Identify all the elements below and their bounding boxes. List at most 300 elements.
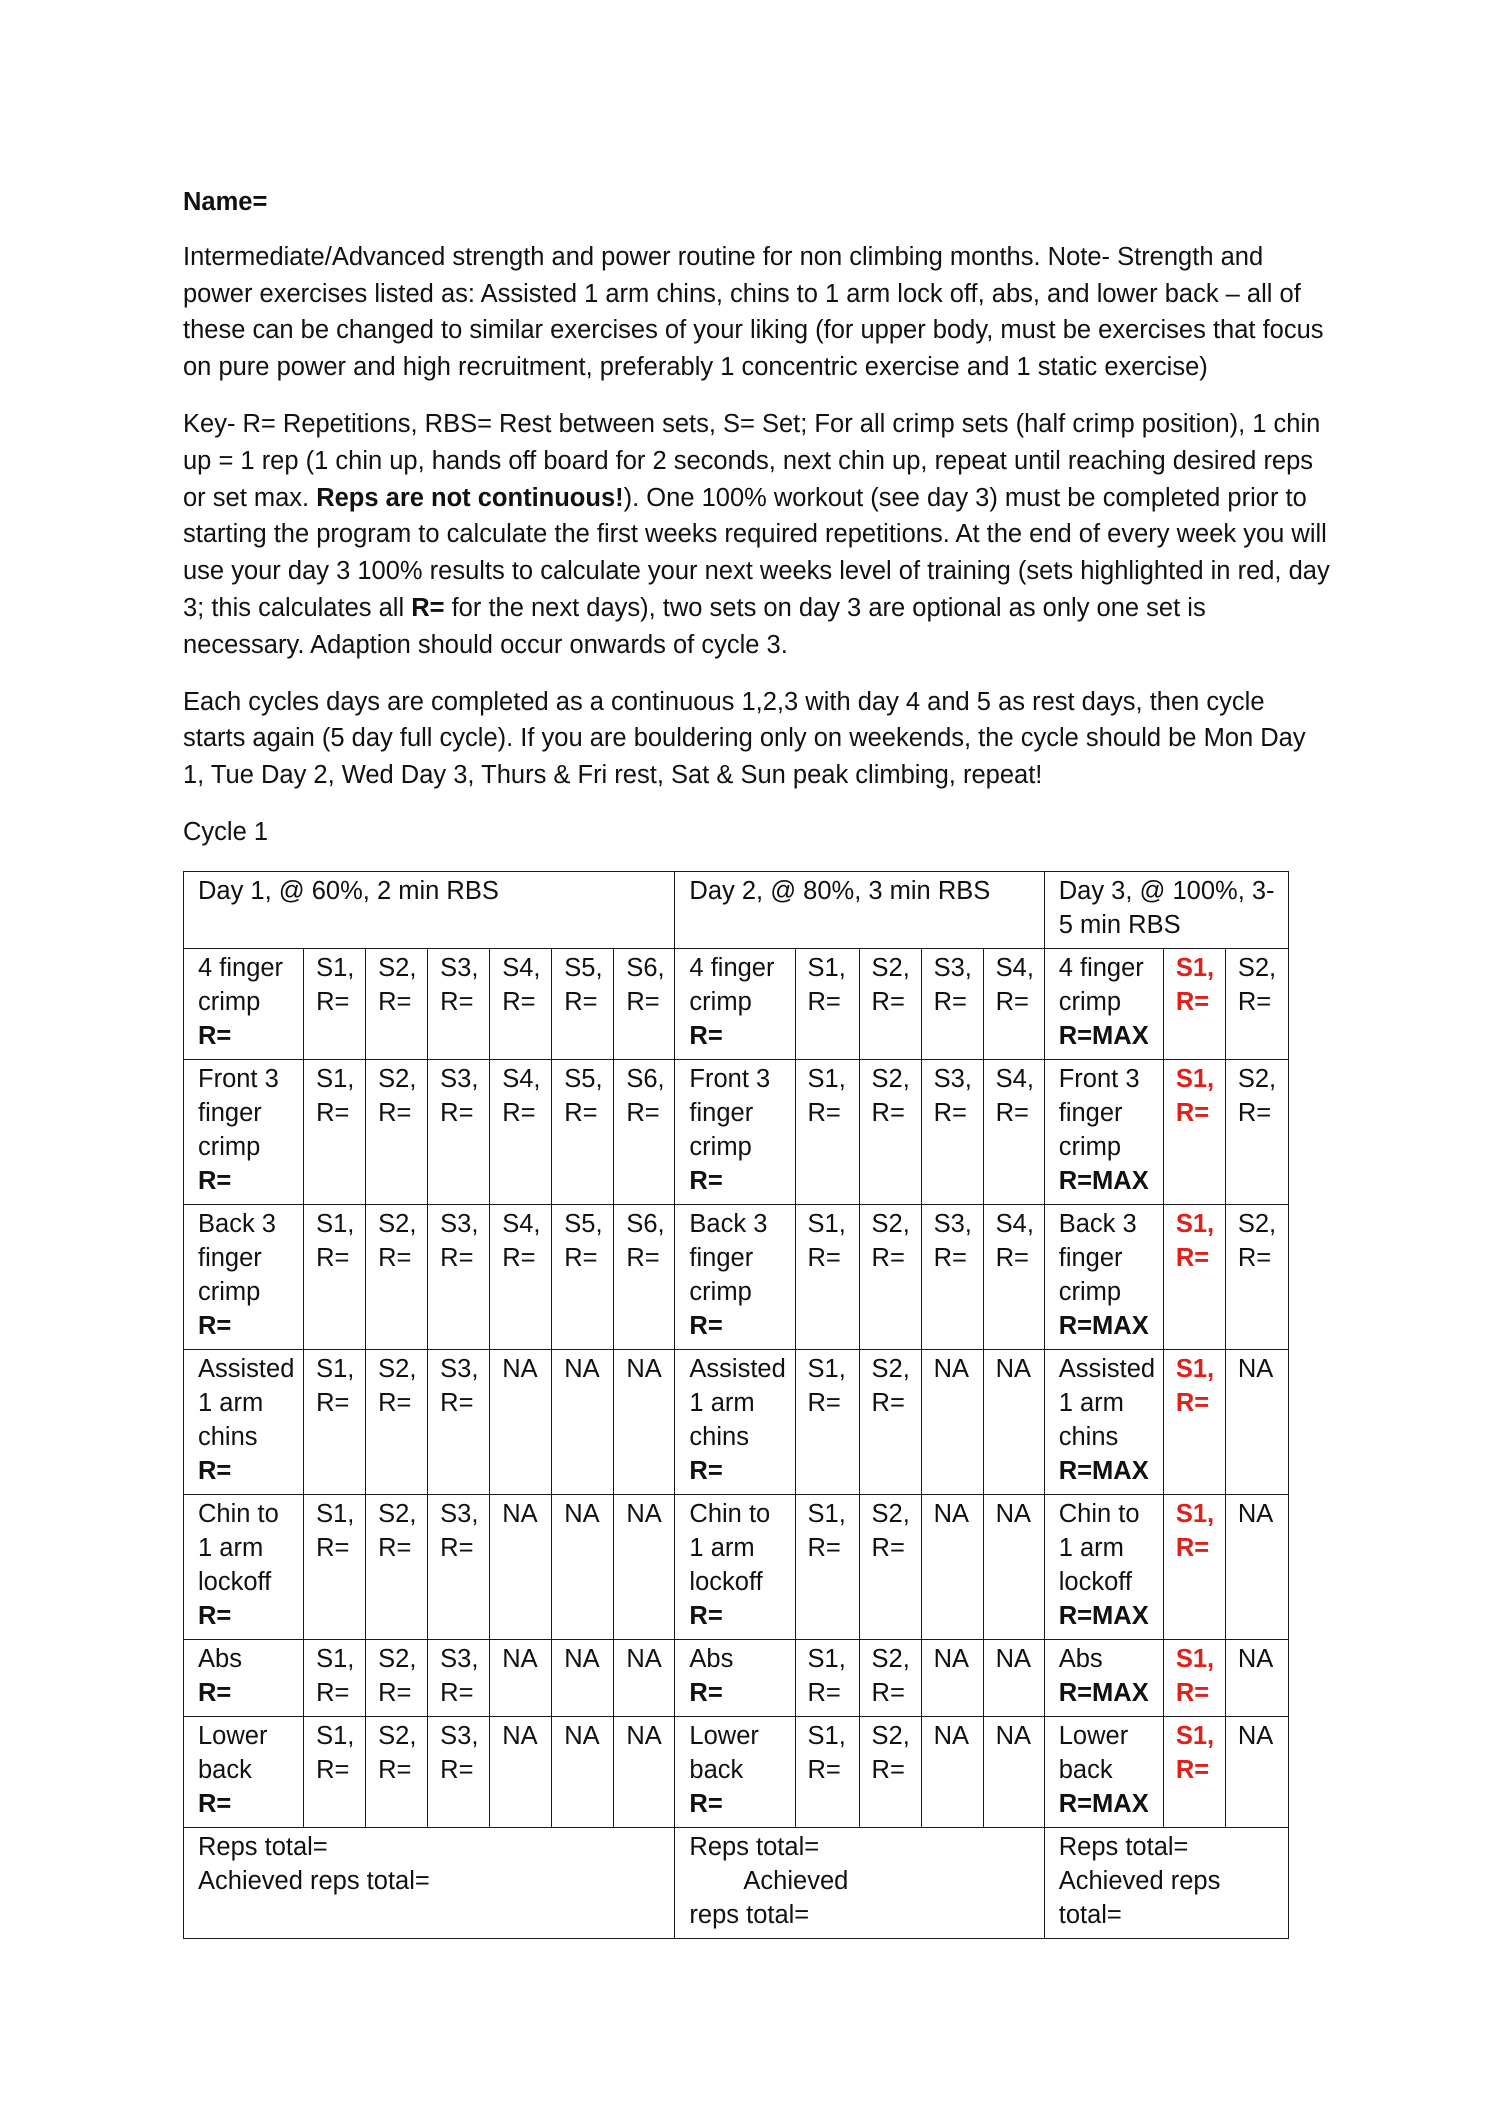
day3-exercise-name: Front 3 <box>1058 1064 1140 1093</box>
name-field-label: Name= <box>183 188 268 216</box>
day1-set-na: NA <box>564 1721 600 1750</box>
day1-exercise-reps: R= <box>198 1166 232 1195</box>
day2-set-label: S4, <box>995 1209 1034 1238</box>
day3-exercise-name: finger <box>1058 1098 1123 1127</box>
day3-exercise-reps: R=MAX <box>1058 1789 1149 1818</box>
table-row <box>184 1349 1289 1494</box>
day2-set-na: NA <box>933 1499 970 1528</box>
day1-set-reps: R= <box>316 1098 350 1127</box>
day3-achieved-total: total= <box>1058 1900 1122 1929</box>
day2-exercise-name: crimp <box>689 987 752 1016</box>
day1-set-cell <box>366 1059 428 1204</box>
day2-set-reps: R= <box>871 1755 905 1784</box>
day1-set-reps: R= <box>378 1098 412 1127</box>
day2-set-label: S3, <box>933 953 972 982</box>
day1-set-label: S6, <box>626 1064 665 1093</box>
day2-set-cell <box>921 1639 983 1716</box>
day3-exercise-name: Lower <box>1058 1721 1129 1750</box>
day2-exercise-name: Lower <box>689 1721 759 1750</box>
day2-exercise-cell <box>675 1494 795 1639</box>
day3-set-reps: R= <box>1175 1388 1210 1417</box>
day1-set-cell <box>552 1349 614 1494</box>
day1-set-label: S2, <box>378 1354 417 1383</box>
day2-set-na: NA <box>995 1499 1032 1528</box>
day1-set-cell <box>304 1059 366 1204</box>
day1-set-label: S1, <box>316 1354 355 1383</box>
day2-set-cell <box>983 1059 1044 1204</box>
day1-set-cell <box>428 1639 490 1716</box>
day3-exercise-name: finger <box>1058 1243 1123 1272</box>
day2-set-label: S1, <box>807 1354 846 1383</box>
day3-set-label: S1, <box>1175 1354 1215 1383</box>
day1-set-cell <box>366 1204 428 1349</box>
day2-exercise-reps: R= <box>689 1789 723 1818</box>
day2-set-cell <box>859 948 921 1059</box>
day1-set-reps: R= <box>626 987 660 1016</box>
table-footer-row <box>184 1827 1289 1938</box>
day2-set-reps: R= <box>871 1678 905 1707</box>
day2-exercise-reps: R= <box>689 1601 723 1630</box>
day1-set-reps: R= <box>316 1755 350 1784</box>
day2-totals <box>675 1827 1044 1938</box>
day1-set-cell <box>428 1059 490 1204</box>
day2-set-label: S1, <box>807 1644 846 1673</box>
day1-set-reps: R= <box>378 1388 412 1417</box>
day1-set-reps: R= <box>440 1678 474 1707</box>
table-header-row <box>184 871 1289 948</box>
day2-exercise-reps: R= <box>689 1678 723 1707</box>
day1-set-cell <box>366 1349 428 1494</box>
day1-set-na: NA <box>502 1644 538 1673</box>
day2-exercise-name: lockoff <box>689 1567 763 1596</box>
day1-set-cell <box>552 1059 614 1204</box>
day1-set-label: S2, <box>378 953 417 982</box>
day1-set-na: NA <box>502 1721 538 1750</box>
day3-exercise-name: Assisted <box>1058 1354 1156 1383</box>
day3-exercise-name: crimp <box>1058 987 1122 1016</box>
day1-set-label: S6, <box>626 953 665 982</box>
day1-set-reps: R= <box>502 1243 536 1272</box>
day3-exercise-name: Chin to <box>1058 1499 1140 1528</box>
day1-set-cell <box>490 1716 552 1827</box>
day2-set-reps: R= <box>933 987 967 1016</box>
day2-set-label: S2, <box>871 1354 910 1383</box>
day1-set-reps: R= <box>502 1098 536 1127</box>
day2-set-label: S1, <box>807 953 846 982</box>
day2-set-na: NA <box>995 1644 1032 1673</box>
day3-set-cell <box>1225 1639 1288 1716</box>
day2-set-cell <box>983 948 1044 1059</box>
key-text-2: ). One 100% workout (see day 3) must be completed prior to starting the program to calculate the first weeks required repetitions. At the end of every week you will use your day 3 100% results to calculate your next weeks level of training (sets highlighted in red, day 3; this calculates all <box>183 483 1330 622</box>
day2-set-label: S2, <box>871 1721 910 1750</box>
day1-exercise-name: back <box>198 1755 252 1784</box>
day3-exercise-reps: R=MAX <box>1058 1601 1149 1630</box>
day2-exercise-name: 1 arm <box>689 1388 755 1417</box>
day3-set-reps: R= <box>1175 1755 1210 1784</box>
day3-set-cell <box>1225 1494 1288 1639</box>
day1-set-label: S2, <box>378 1064 417 1093</box>
day1-set-label: S3, <box>440 1644 479 1673</box>
day1-set-reps: R= <box>316 1243 350 1272</box>
day1-set-reps: R= <box>378 1243 412 1272</box>
day1-set-reps: R= <box>316 1388 350 1417</box>
day1-exercise-cell <box>184 1494 304 1639</box>
day2-set-label: S4, <box>995 1064 1034 1093</box>
day2-header: Day 2, @ 80%, 3 min RBS <box>675 871 1044 948</box>
day2-set-label: S2, <box>871 1644 910 1673</box>
day1-set-cell <box>614 948 675 1059</box>
day2-set-cell <box>795 1059 859 1204</box>
day1-set-na: NA <box>564 1354 600 1383</box>
day3-exercise-name: 1 arm <box>1058 1533 1124 1562</box>
day3-set-reps: R= <box>1237 987 1272 1016</box>
day3-header-line1: Day 3, @ 100%, 3- <box>1058 876 1275 905</box>
day2-exercise-reps: R= <box>689 1021 723 1050</box>
day1-set-label: S3, <box>440 1499 479 1528</box>
day1-set-reps: R= <box>378 1533 412 1562</box>
day3-exercise-name: 1 arm <box>1058 1388 1124 1417</box>
day2-set-label: S1, <box>807 1499 846 1528</box>
day3-set-na: NA <box>1237 1499 1274 1528</box>
day2-set-cell <box>921 1494 983 1639</box>
day3-set-cell <box>1163 1716 1225 1827</box>
day2-exercise-name: finger <box>689 1243 754 1272</box>
day2-set-cell <box>983 1494 1044 1639</box>
day3-set-label: S1, <box>1175 1209 1215 1238</box>
day2-exercise-cell <box>675 1349 795 1494</box>
day2-exercise-name: 1 arm <box>689 1533 755 1562</box>
day2-set-reps: R= <box>871 987 905 1016</box>
day2-set-cell <box>795 1204 859 1349</box>
day1-set-label: S1, <box>316 953 355 982</box>
day1-set-reps: R= <box>440 987 474 1016</box>
day2-set-reps: R= <box>995 1243 1029 1272</box>
intro-paragraph: Intermediate/Advanced strength and power routine for non climbing months. Note- Strength and power exercises listed as: Assisted 1 arm chins, chins to 1 arm lock off, abs, and lower back – all of these can be changed to similar exercises of your liking (for upper body, must be exercises that focus on pure power and high recruitment, preferably 1 concentric exercise and 1 static exercise) <box>183 242 1324 382</box>
day2-set-cell <box>983 1716 1044 1827</box>
day2-set-reps: R= <box>807 1678 841 1707</box>
day3-exercise-reps: R=MAX <box>1058 1456 1149 1485</box>
day2-exercise-name: finger <box>689 1098 754 1127</box>
day1-exercise-name: finger <box>198 1098 262 1127</box>
day3-set-reps: R= <box>1175 1678 1210 1707</box>
day3-header <box>1044 871 1288 948</box>
day1-set-reps: R= <box>316 1678 350 1707</box>
day2-exercise-name: back <box>689 1755 744 1784</box>
day1-set-cell <box>304 1494 366 1639</box>
day3-set-label: S2, <box>1237 1064 1277 1093</box>
day2-set-cell <box>921 1349 983 1494</box>
day2-set-cell <box>983 1349 1044 1494</box>
day3-set-reps: R= <box>1237 1098 1272 1127</box>
day1-exercise-name: Chin to <box>198 1499 279 1528</box>
day1-achieved-total: Achieved reps total= <box>198 1866 430 1895</box>
day2-achieved-total: reps total= <box>689 1900 810 1929</box>
day1-set-cell <box>614 1494 675 1639</box>
day2-exercise-name: Assisted <box>689 1354 786 1383</box>
day3-set-label: S2, <box>1237 1209 1277 1238</box>
day1-set-label: S2, <box>378 1499 417 1528</box>
day2-exercise-name: crimp <box>689 1132 752 1161</box>
day2-set-cell <box>795 1494 859 1639</box>
day1-set-cell <box>614 1639 675 1716</box>
day3-exercise-cell <box>1044 1716 1163 1827</box>
day3-set-cell <box>1225 1349 1288 1494</box>
day1-exercise-reps: R= <box>198 1601 232 1630</box>
day1-set-reps: R= <box>316 987 350 1016</box>
day1-exercise-reps: R= <box>198 1678 232 1707</box>
day1-set-cell <box>552 948 614 1059</box>
day2-set-reps: R= <box>871 1243 905 1272</box>
key-r-term: R= <box>411 593 445 622</box>
day2-set-reps: R= <box>871 1388 905 1417</box>
day1-set-cell <box>366 1494 428 1639</box>
day1-set-label: S4, <box>502 1064 541 1093</box>
day1-set-cell <box>428 1716 490 1827</box>
day2-exercise-cell <box>675 1639 795 1716</box>
table-row <box>184 1639 1289 1716</box>
day2-set-cell <box>859 1716 921 1827</box>
day3-set-cell <box>1225 1204 1288 1349</box>
day2-set-cell <box>859 1204 921 1349</box>
day1-set-reps: R= <box>626 1243 660 1272</box>
day3-set-reps: R= <box>1175 1098 1210 1127</box>
day3-exercise-name: Abs <box>1058 1644 1103 1673</box>
day1-set-cell <box>490 1494 552 1639</box>
day1-set-cell <box>614 1349 675 1494</box>
day1-set-reps: R= <box>316 1533 350 1562</box>
day3-set-label: S1, <box>1175 1721 1215 1750</box>
day1-set-reps: R= <box>440 1755 474 1784</box>
day1-set-cell <box>490 1059 552 1204</box>
day2-exercise-cell <box>675 1059 795 1204</box>
day1-set-na: NA <box>626 1644 662 1673</box>
day1-set-cell <box>304 1716 366 1827</box>
day1-set-cell <box>552 1204 614 1349</box>
day1-set-cell <box>304 1349 366 1494</box>
day1-set-reps: R= <box>440 1243 474 1272</box>
day1-set-reps: R= <box>564 987 598 1016</box>
day2-set-reps: R= <box>933 1243 967 1272</box>
day2-set-label: S2, <box>871 1209 910 1238</box>
day2-set-cell <box>921 1716 983 1827</box>
day1-set-label: S3, <box>440 1064 479 1093</box>
day2-set-label: S3, <box>933 1064 972 1093</box>
day1-set-reps: R= <box>626 1098 660 1127</box>
day3-exercise-name: chins <box>1058 1422 1119 1451</box>
day3-set-cell <box>1163 1059 1225 1204</box>
table-row <box>184 1204 1289 1349</box>
day2-set-cell <box>921 948 983 1059</box>
day1-set-cell <box>614 1059 675 1204</box>
day3-set-na: NA <box>1237 1354 1274 1383</box>
day3-exercise-reps: R=MAX <box>1058 1311 1149 1340</box>
day2-set-reps: R= <box>807 1533 841 1562</box>
day1-set-na: NA <box>502 1354 538 1383</box>
day1-set-cell <box>304 948 366 1059</box>
day3-exercise-name: Back 3 <box>1058 1209 1137 1238</box>
day1-set-cell <box>614 1716 675 1827</box>
day1-set-label: S1, <box>316 1064 355 1093</box>
cycle-paragraph: Each cycles days are completed as a continuous 1,2,3 with day 4 and 5 as rest days, then cycle starts again (5 day full cycle). If you are bouldering only on weekends, the cycle should be Mon Day 1, Tue Day 2, Wed Day 3, Thurs & Fri rest, Sat & Sun peak climbing, repeat! <box>183 687 1306 790</box>
day2-set-na: NA <box>933 1721 970 1750</box>
day3-header-line2: 5 min RBS <box>1058 910 1181 939</box>
day2-set-label: S1, <box>807 1064 846 1093</box>
day2-set-label: S4, <box>995 953 1034 982</box>
day1-exercise-name: Assisted <box>198 1354 295 1383</box>
day2-set-cell <box>795 1639 859 1716</box>
day1-set-label: S4, <box>502 953 541 982</box>
day2-set-reps: R= <box>995 1098 1029 1127</box>
day2-set-label: S1, <box>807 1209 846 1238</box>
day1-exercise-cell <box>184 948 304 1059</box>
key-paragraph <box>183 406 1333 664</box>
day2-set-cell <box>859 1639 921 1716</box>
day1-reps-total: Reps total= <box>198 1832 328 1861</box>
day2-set-cell <box>795 1716 859 1827</box>
day3-exercise-cell <box>1044 948 1163 1059</box>
day2-set-na: NA <box>933 1354 970 1383</box>
day2-set-cell <box>859 1349 921 1494</box>
day1-set-reps: R= <box>440 1098 474 1127</box>
day1-exercise-reps: R= <box>198 1311 232 1340</box>
day3-set-reps: R= <box>1175 1533 1210 1562</box>
day1-exercise-reps: R= <box>198 1021 232 1050</box>
table-row <box>184 1494 1289 1639</box>
day2-set-reps: R= <box>995 987 1029 1016</box>
day1-set-na: NA <box>502 1499 538 1528</box>
routine-table <box>183 871 1289 1939</box>
day1-set-label: S4, <box>502 1209 541 1238</box>
day1-set-na: NA <box>564 1644 600 1673</box>
day2-set-cell <box>921 1204 983 1349</box>
day3-exercise-cell <box>1044 1639 1163 1716</box>
day3-set-cell <box>1225 948 1288 1059</box>
day2-set-reps: R= <box>807 1388 841 1417</box>
day1-set-label: S1, <box>316 1499 355 1528</box>
day3-reps-total: Reps total= <box>1058 1832 1189 1861</box>
day1-exercise-name: crimp <box>198 987 261 1016</box>
day1-exercise-name: 4 finger <box>198 953 284 982</box>
day1-set-cell <box>490 1349 552 1494</box>
day2-exercise-name: crimp <box>689 1277 752 1306</box>
day3-exercise-cell <box>1044 1204 1163 1349</box>
day3-set-na: NA <box>1237 1644 1274 1673</box>
day1-set-cell <box>366 948 428 1059</box>
day1-totals <box>184 1827 675 1938</box>
day1-exercise-name: chins <box>198 1422 258 1451</box>
day1-set-reps: R= <box>564 1243 598 1272</box>
day1-exercise-cell <box>184 1204 304 1349</box>
day2-set-na: NA <box>933 1644 970 1673</box>
day2-set-na: NA <box>995 1721 1032 1750</box>
day3-set-label: S2, <box>1237 953 1277 982</box>
day2-set-label: S2, <box>871 1064 910 1093</box>
day2-set-label: S3, <box>933 1209 972 1238</box>
day1-header: Day 1, @ 60%, 2 min RBS <box>184 871 675 948</box>
day2-set-reps: R= <box>871 1533 905 1562</box>
day1-set-label: S3, <box>440 1209 479 1238</box>
day3-exercise-cell <box>1044 1494 1163 1639</box>
key-text-3: for the next days), two sets on day 3 are optional as only one set is necessary. Adaption should occur onwards of cycle 3. <box>183 593 1206 659</box>
day1-set-reps: R= <box>440 1388 474 1417</box>
day1-exercise-name: 1 arm <box>198 1533 264 1562</box>
day1-set-label: S5, <box>564 1064 603 1093</box>
day3-exercise-name: crimp <box>1058 1277 1122 1306</box>
day3-exercise-reps: R=MAX <box>1058 1678 1149 1707</box>
key-warning: Reps are not continuous! <box>316 483 624 512</box>
day2-exercise-cell <box>675 948 795 1059</box>
day3-exercise-cell <box>1044 1059 1163 1204</box>
day1-set-reps: R= <box>440 1533 474 1562</box>
day2-set-cell <box>795 1349 859 1494</box>
day1-set-cell <box>490 1204 552 1349</box>
day1-set-reps: R= <box>378 987 412 1016</box>
day2-exercise-name: 4 finger <box>689 953 775 982</box>
day3-totals <box>1044 1827 1288 1938</box>
day3-set-cell <box>1163 1204 1225 1349</box>
day1-set-reps: R= <box>502 987 536 1016</box>
day1-set-na: NA <box>626 1499 662 1528</box>
day2-set-cell <box>795 948 859 1059</box>
day1-set-reps: R= <box>378 1678 412 1707</box>
day1-set-label: S2, <box>378 1209 417 1238</box>
day2-reps-total: Reps total= <box>689 1832 820 1861</box>
day1-exercise-name: Abs <box>198 1644 242 1673</box>
day2-exercise-name: Front 3 <box>689 1064 771 1093</box>
day1-exercise-name: crimp <box>198 1277 261 1306</box>
day2-exercise-reps: R= <box>689 1166 723 1195</box>
day3-set-label: S1, <box>1175 1064 1215 1093</box>
day2-exercise-reps: R= <box>689 1456 723 1485</box>
day3-set-cell <box>1225 1716 1288 1827</box>
day1-exercise-name: 1 arm <box>198 1388 264 1417</box>
day2-set-na: NA <box>995 1354 1032 1383</box>
day2-exercise-name: Back 3 <box>689 1209 768 1238</box>
key-text-1: Key- R= Repetitions, RBS= Rest between sets, S= Set; For all crimp sets (half crimp position), 1 chin up = 1 rep (1 chin up, hands off board for 2 seconds, next chin up, repeat until reaching desired reps or set max. <box>183 409 1321 512</box>
day2-set-cell <box>983 1639 1044 1716</box>
day2-set-label: S1, <box>807 1721 846 1750</box>
day1-set-label: S5, <box>564 953 603 982</box>
day3-set-cell <box>1163 1349 1225 1494</box>
table-row <box>184 1716 1289 1827</box>
day3-set-cell <box>1163 948 1225 1059</box>
day1-set-label: S2, <box>378 1644 417 1673</box>
day2-exercise-cell <box>675 1716 795 1827</box>
day1-exercise-name: finger <box>198 1243 262 1272</box>
day1-set-label: S3, <box>440 1354 479 1383</box>
day2-set-cell <box>859 1059 921 1204</box>
day1-set-cell <box>614 1204 675 1349</box>
document-body <box>183 184 1333 1939</box>
day3-exercise-cell <box>1044 1349 1163 1494</box>
day1-exercise-cell <box>184 1716 304 1827</box>
day1-set-label: S3, <box>440 953 479 982</box>
day3-exercise-reps: R=MAX <box>1058 1021 1149 1050</box>
table-row <box>184 1059 1289 1204</box>
day1-set-cell <box>304 1204 366 1349</box>
day1-exercise-reps: R= <box>198 1789 232 1818</box>
day1-exercise-cell <box>184 1639 304 1716</box>
day1-set-cell <box>428 1204 490 1349</box>
day1-set-cell <box>366 1639 428 1716</box>
day1-set-cell <box>552 1639 614 1716</box>
day1-exercise-name: Lower <box>198 1721 268 1750</box>
day2-exercise-name: Abs <box>689 1644 734 1673</box>
day1-set-cell <box>428 1349 490 1494</box>
day3-set-cell <box>1225 1059 1288 1204</box>
day1-set-cell <box>428 948 490 1059</box>
day1-set-reps: R= <box>564 1098 598 1127</box>
